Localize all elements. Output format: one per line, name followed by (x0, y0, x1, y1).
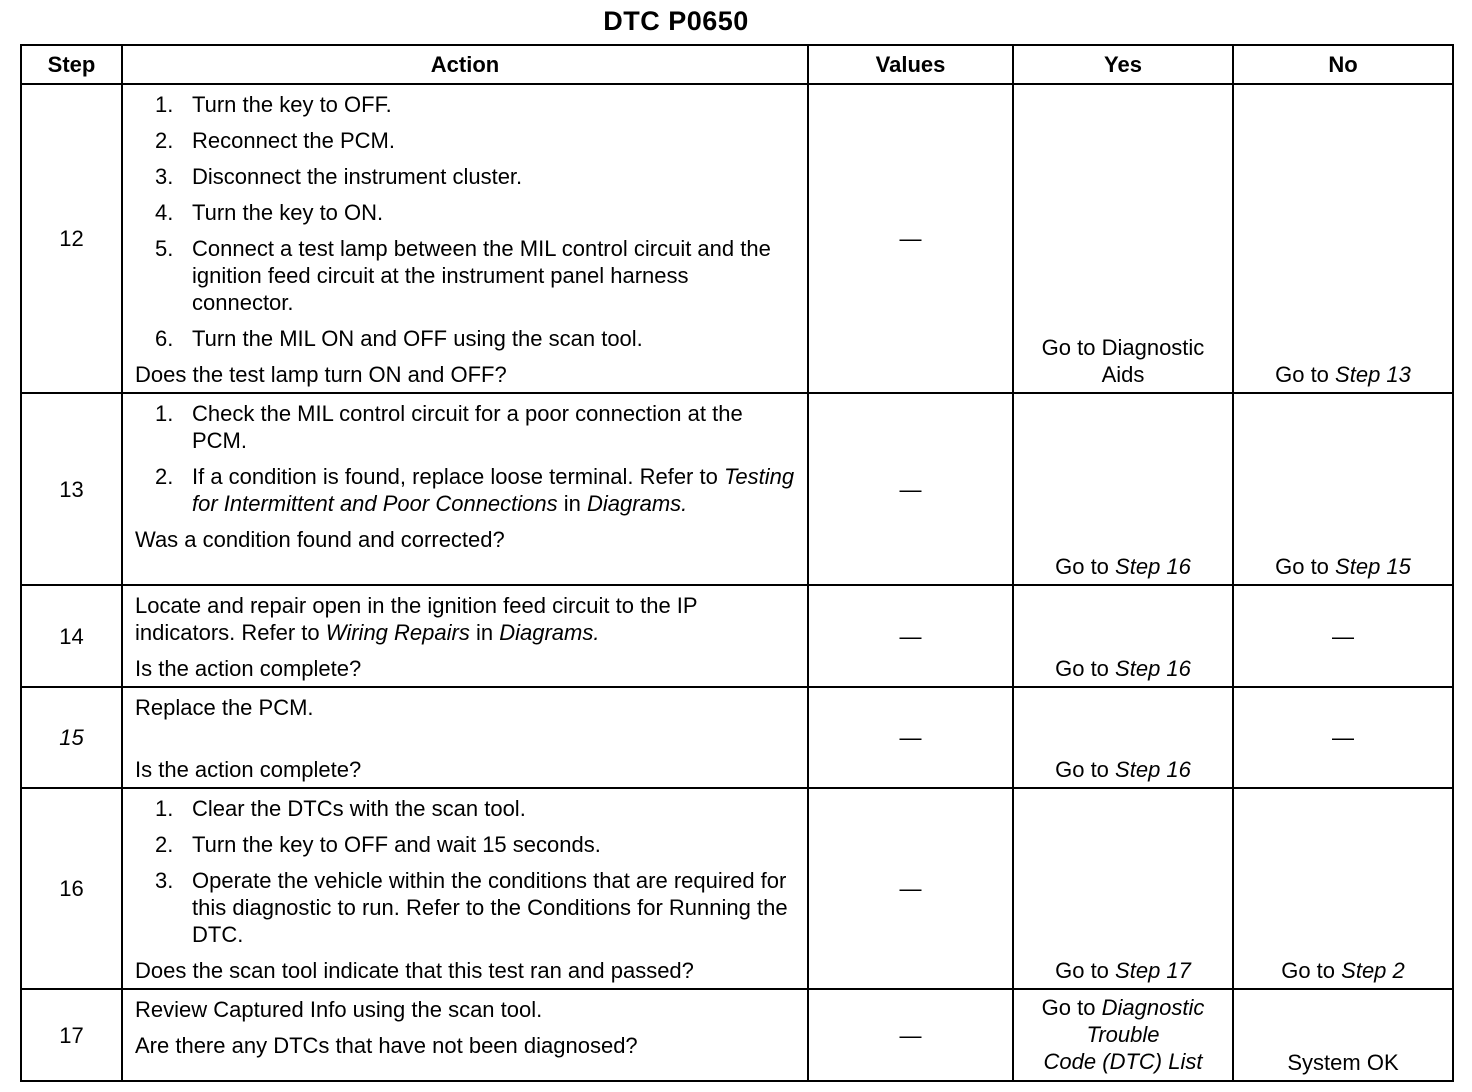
yes-cell: Go to Diagnostic Aids (1013, 84, 1233, 393)
values-cell: — (808, 788, 1013, 989)
action-cell (122, 687, 808, 788)
list-item: 2. If a condition is found, replace loose terminal. Refer to Testing for Intermittent and Poor Connections in Diagrams. (155, 464, 795, 516)
step-number: 15 (21, 687, 122, 788)
no-cell: — (1233, 687, 1453, 788)
table-row (21, 585, 1453, 687)
list-item: 6. Turn the MIL ON and OFF using the scan tool. (155, 326, 643, 351)
header-yes: Yes (1013, 45, 1233, 84)
step-number: 16 (21, 788, 122, 989)
values-cell: — (808, 989, 1013, 1081)
values-cell: — (808, 585, 1013, 687)
table-row (21, 84, 1453, 393)
diagnostic-table (20, 44, 1454, 1082)
action-cell (122, 989, 808, 1081)
step-number: 14 (21, 585, 122, 687)
list-item: 4. Turn the key to ON. (155, 200, 384, 225)
step-number: 13 (21, 393, 122, 585)
action-question: Is the action complete? (135, 656, 362, 681)
table-row (21, 393, 1453, 585)
values-cell: — (808, 687, 1013, 788)
header-values: Values (808, 45, 1013, 84)
action-question: Does the scan tool indicate that this test ran and passed? (135, 958, 694, 983)
action-question: Does the test lamp turn ON and OFF? (135, 362, 507, 387)
list-item: 1. Turn the key to OFF. (155, 92, 392, 117)
list-item: 1. Clear the DTCs with the scan tool. (155, 796, 526, 821)
no-cell: Go to Step 15 (1233, 393, 1453, 585)
list-item: 2. Turn the key to OFF and wait 15 seconds. (155, 832, 601, 857)
header-no: No (1233, 45, 1453, 84)
values-cell: — (808, 84, 1013, 393)
action-cell (122, 788, 808, 989)
no-cell: Go to Step 2 (1233, 788, 1453, 989)
yes-cell: Go to Step 16 (1013, 687, 1233, 788)
table-row (21, 687, 1453, 788)
table-row (21, 989, 1453, 1081)
action-text: Review Captured Info using the scan tool. (135, 997, 543, 1022)
action-cell (122, 84, 808, 393)
list-item: 3. Disconnect the instrument cluster. (155, 164, 523, 189)
header-step: Step (21, 45, 122, 84)
list-item: 5. Connect a test lamp between the MIL control circuit and the ignition feed circuit at the instrument panel harness connector. (155, 236, 771, 315)
no-cell: System OK (1233, 989, 1453, 1081)
yes-cell: Go to Step 17 (1013, 788, 1233, 989)
action-list (135, 400, 795, 517)
action-cell (122, 393, 808, 585)
action-cell (122, 585, 808, 687)
step-number: 12 (21, 84, 122, 393)
action-list (135, 91, 795, 352)
values-cell: — (808, 393, 1013, 585)
list-item: 2. Reconnect the PCM. (155, 128, 395, 153)
header-action: Action (122, 45, 808, 84)
yes-cell: Go to Step 16 (1013, 585, 1233, 687)
no-cell: Go to Step 13 (1233, 84, 1453, 393)
no-cell: — (1233, 585, 1453, 687)
action-question: Was a condition found and corrected? (135, 527, 505, 552)
action-question: Is the action complete? (135, 757, 362, 782)
step-number: 17 (21, 989, 122, 1081)
list-item: 3. Operate the vehicle within the conditions that are required for this diagnostic to run. Refer to the Conditions for Running the DTC. (155, 868, 788, 947)
yes-cell: Go to Step 16 (1013, 393, 1233, 585)
action-text: Replace the PCM. (135, 695, 314, 720)
action-question: Are there any DTCs that have not been diagnosed? (135, 1033, 638, 1058)
yes-cell: Go to Diagnostic Trouble Code (DTC) List (1013, 989, 1233, 1081)
action-list (135, 795, 795, 948)
header-row (21, 45, 1453, 84)
action-text: Locate and repair open in the ignition feed circuit to the IP indicators. Refer to Wiring Repairs in Diagrams. (135, 593, 698, 645)
table-row (21, 788, 1453, 989)
page-title: DTC P0650 (603, 6, 749, 36)
list-item: 1. Check the MIL control circuit for a poor connection at the PCM. (155, 401, 743, 453)
